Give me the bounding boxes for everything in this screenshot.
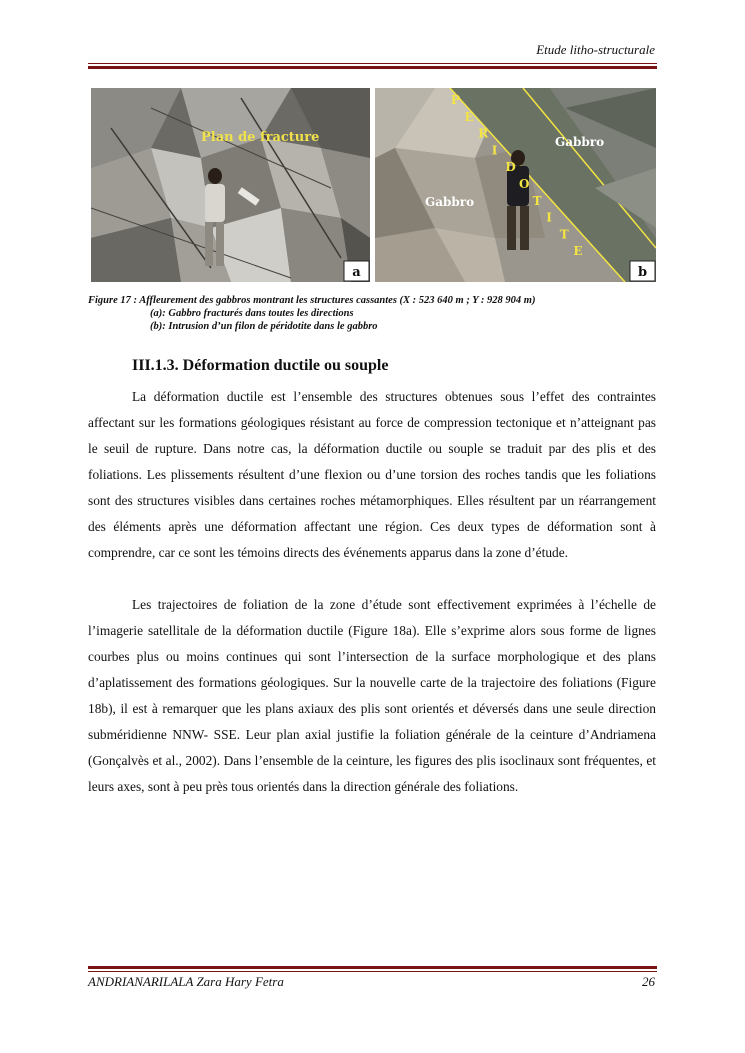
photo-b-letter: b [637,265,648,280]
footer-author: ANDRIANARILALA Zara Hary Fetra [88,974,284,989]
page-number: 26 [642,974,655,989]
header-rule-thick [88,66,657,69]
vein-letter: I [546,210,552,225]
photo-b-label-left: Gabbro [425,195,475,209]
footer-rule-thick [88,966,657,969]
figure-caption [88,294,535,333]
vein-letter: O [519,177,530,191]
page-header-title: Etude litho-structurale [536,42,655,57]
caption-a: (a): Gabbro fracturés dans toutes les directions [150,308,354,319]
vein-letter: E [573,244,583,259]
vein-letter: P [451,93,461,107]
photo-a-fractured-gabbro [91,88,370,282]
vein-letter: I [491,143,498,158]
section-heading: III.1.3. Déformation ductile ou souple [132,357,389,374]
photo-a-letter: a [352,265,361,280]
header-rule-thin [88,63,657,64]
photo-b-label-right: Gabbro [555,135,605,149]
paragraph-1: La déformation ductile est l’ensemble des structures obtenues sous l’effet des contraintes affectant sur les formations géologiques résistant au force de compression tectonique et n’atteignant pas le seuil de rupture. Dans notre cas, la déformation ductile ou souple se traduit par des plis et des foliations. Les plissements résultent d’une flexion ou d’une torsion des roches tandis que les foliations sont des structures visibles dans certaines roches métamorphiques. Elles résultent par un réarrangement des éléments après une déformation affectant une région. Ces deux types de déformation sont à comprendre, car ce sont les témoins directs des événements apparus dans la zone d’étude. [88,389,656,560]
footer-rule-thin [88,971,657,972]
vein-letter: E [464,109,474,124]
vein-letter: D [505,160,516,175]
caption-b: (b): Intrusion d’un filon de péridotite dans le gabbro [150,321,378,332]
photo-a-label: Plan de fracture [201,130,320,145]
paragraph-2: Les trajectoires de foliation de la zone d’étude sont effectivement exprimées à l’échelle de l’imagerie satellitale de la déformation ductile (Figure 18a). Elle s’exprime alors sous forme de lignes courbes plus ou moins continues qui sont l’intersection de la surface morphologique et des plans d’aplatissement des formations géologiques. Sur la nouvelle carte de la trajectoire des foliations (Figure 18b), il est à remarquer que les plans axiaux des plis sont orientés et déversés dans une seule direction subméridienne NNW- SSE. Leur plan axial justifie la foliation générale de la ceinture d’Andriamena (Gonçalvès et al., 2002). Dans l’ensemble de la ceinture, les figures des plis isoclinaux sont fréquentes, et leurs axes, sont à peu près tous orientés dans la direction générale des foliations. [88,597,656,794]
vein-letter: R [478,126,489,141]
photo-b-peridotite-dyke [375,88,656,282]
vein-letter: T [559,227,569,242]
vein-letter: T [532,193,542,208]
caption-main: Figure 17 : Affleurement des gabbros montrant les structures cassantes (X : 523 640 m ; Y : 928 904 m) [88,295,536,306]
